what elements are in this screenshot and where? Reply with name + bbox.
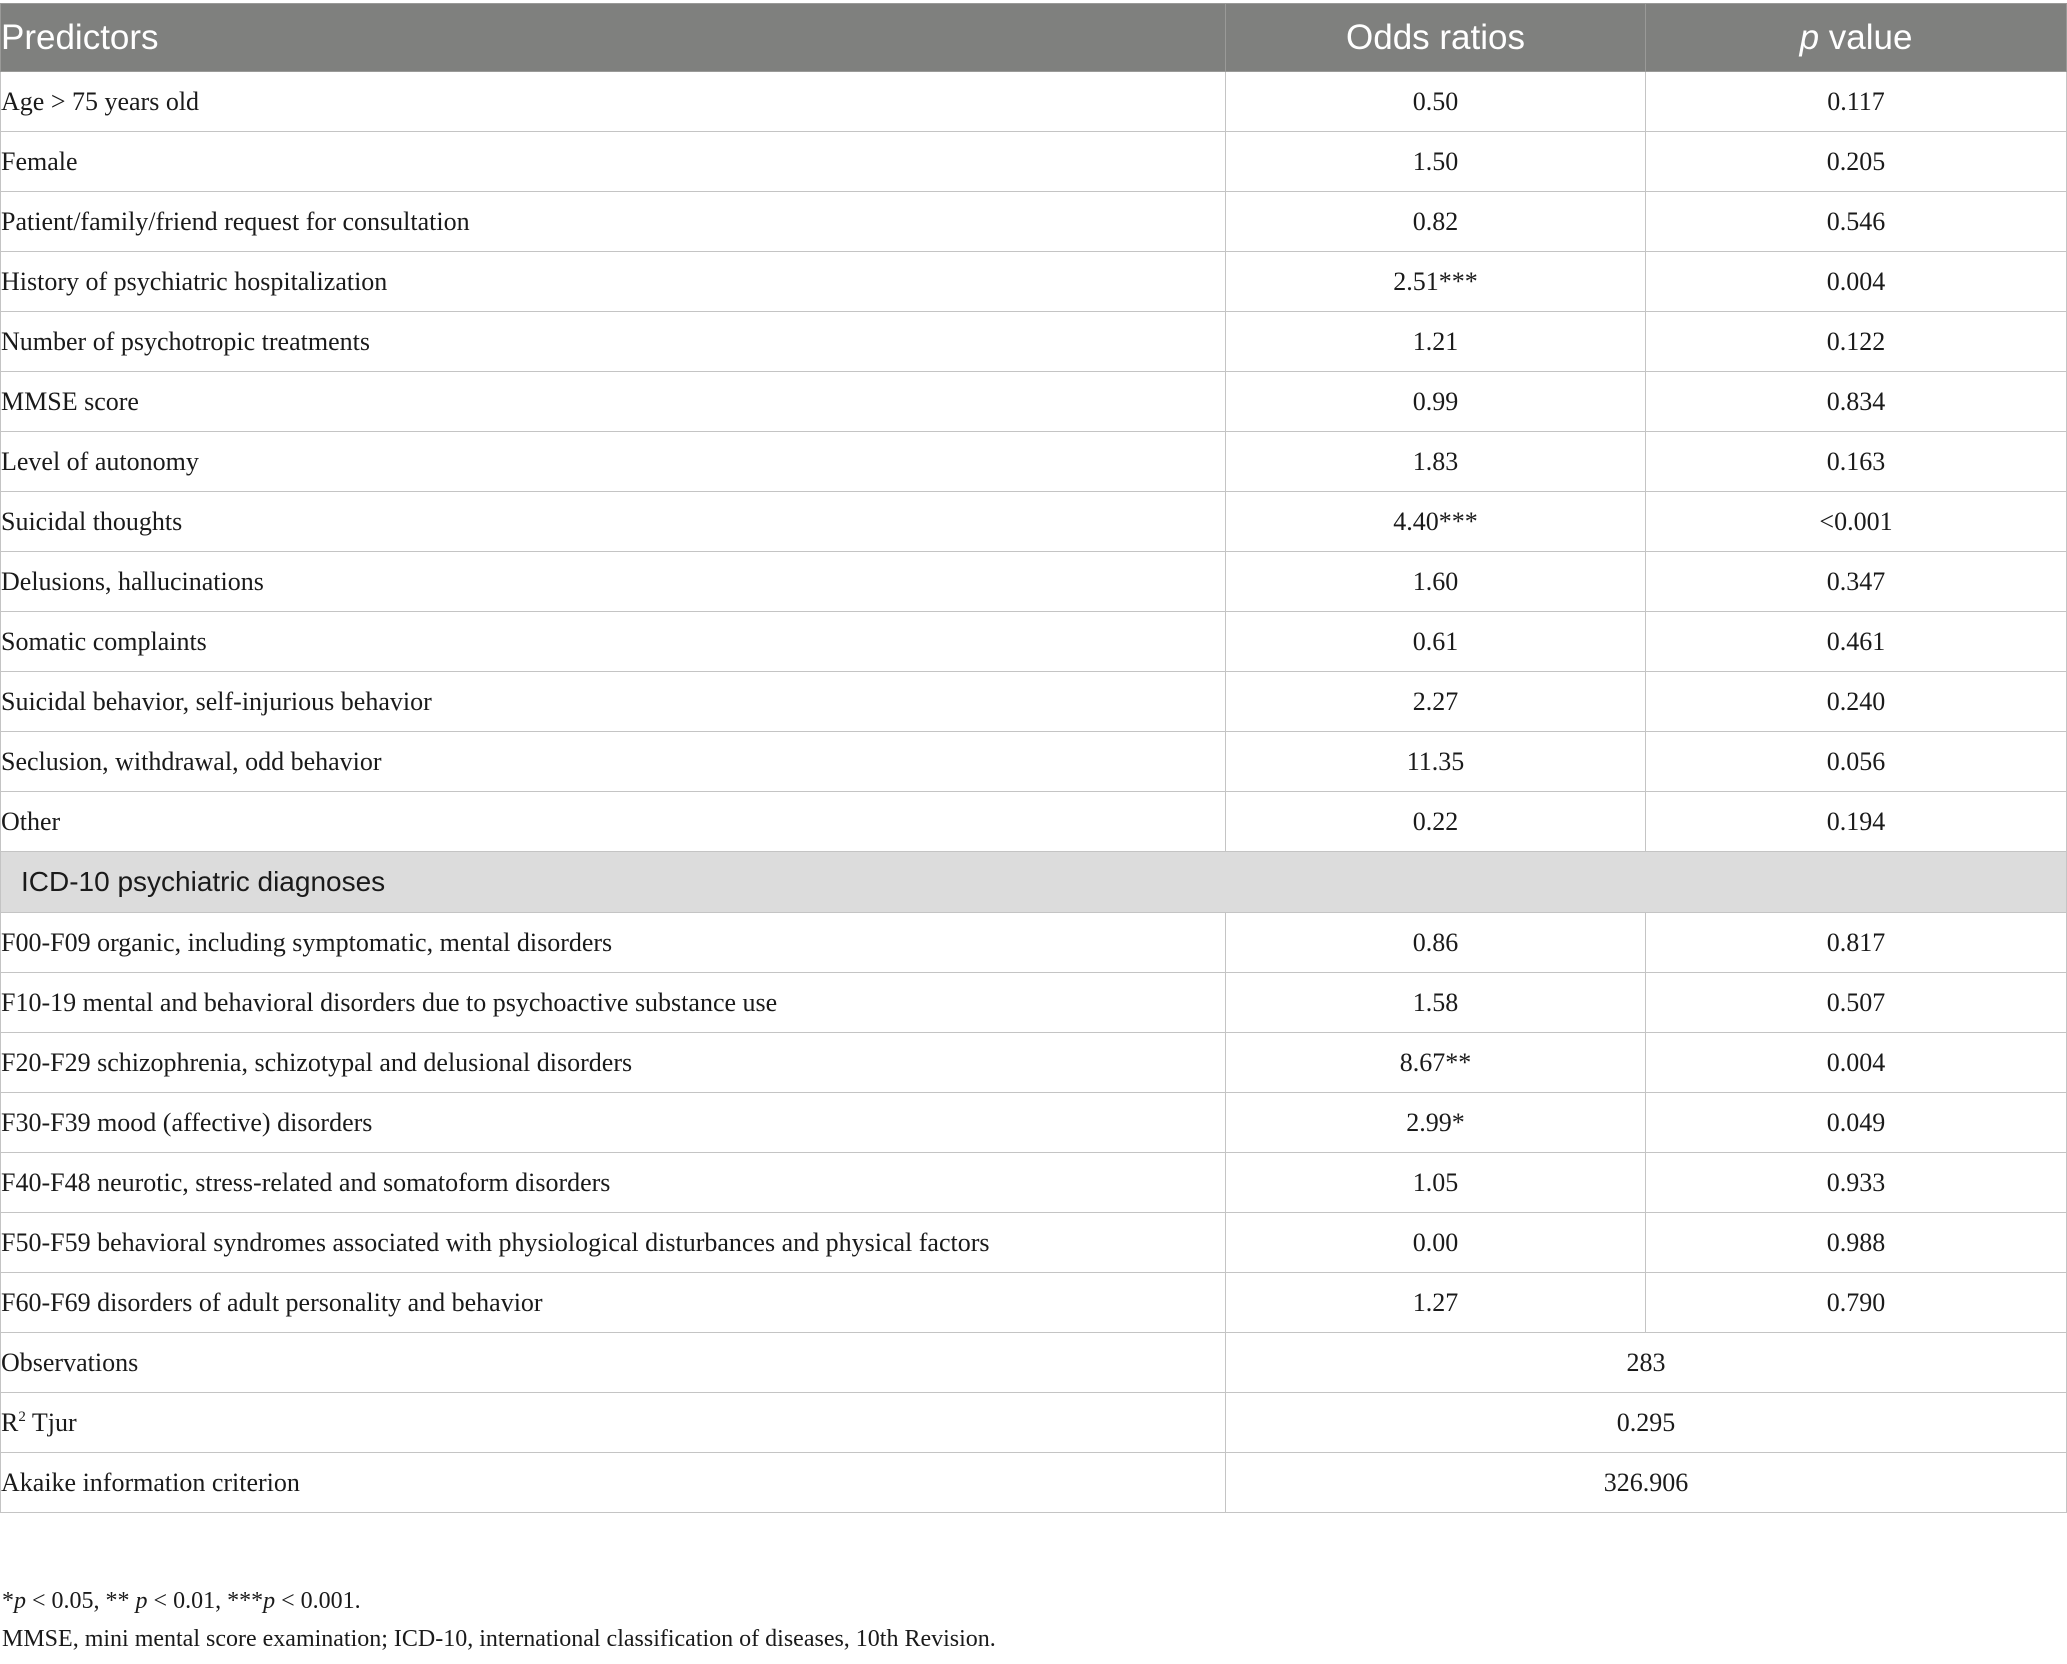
p-value-cell: 0.240	[1646, 672, 2067, 732]
p-value-cell: 0.790	[1646, 1273, 2067, 1333]
header-row	[1, 4, 2067, 72]
p-value-cell: 0.834	[1646, 372, 2067, 432]
p-value-cell: 0.194	[1646, 792, 2067, 852]
odds-ratio-cell: 0.99	[1226, 372, 1646, 432]
p-value-cell: 0.163	[1646, 432, 2067, 492]
predictor-label: Patient/family/friend request for consultation	[1, 192, 1226, 252]
results-table	[0, 3, 2067, 1513]
p-value-cell: 0.117	[1646, 72, 2067, 132]
p-value-cell: 0.507	[1646, 973, 2067, 1033]
odds-ratio-cell: 1.05	[1226, 1153, 1646, 1213]
odds-ratio-cell: 11.35	[1226, 732, 1646, 792]
stats-row-aic	[1, 1453, 2067, 1513]
section-header-row	[1, 852, 2067, 913]
p-value-cell: 0.205	[1646, 132, 2067, 192]
table-row	[1, 132, 2067, 192]
diagnosis-label: F20-F29 schizophrenia, schizotypal and delusional disorders	[1, 1033, 1226, 1093]
p-value-cell: 0.049	[1646, 1093, 2067, 1153]
r2-label-sup: 2	[18, 1408, 26, 1425]
stats-row-observations	[1, 1333, 2067, 1393]
p-value-cell: 0.056	[1646, 732, 2067, 792]
predictor-label: Somatic complaints	[1, 612, 1226, 672]
odds-ratio-cell: 4.40***	[1226, 492, 1646, 552]
p-value-cell: 0.347	[1646, 552, 2067, 612]
table-row	[1, 913, 2067, 973]
diagnosis-label: F30-F39 mood (affective) disorders	[1, 1093, 1226, 1153]
table-row	[1, 252, 2067, 312]
table-row	[1, 672, 2067, 732]
table-row	[1, 72, 2067, 132]
odds-ratio-cell: 1.83	[1226, 432, 1646, 492]
predictor-label: Number of psychotropic treatments	[1, 312, 1226, 372]
odds-ratio-cell: 0.61	[1226, 612, 1646, 672]
odds-ratio-cell: 1.50	[1226, 132, 1646, 192]
table-row	[1, 612, 2067, 672]
odds-ratios-header: Odds ratios	[1226, 4, 1646, 72]
odds-ratio-cell: 0.82	[1226, 192, 1646, 252]
observations-label: Observations	[1, 1333, 1226, 1393]
table-row	[1, 492, 2067, 552]
p-value-cell: 0.461	[1646, 612, 2067, 672]
predictor-label: Suicidal behavior, self-injurious behavior	[1, 672, 1226, 732]
table-row	[1, 1093, 2067, 1153]
footnote-p3: p	[263, 1588, 276, 1614]
footnote-p2: p	[135, 1588, 148, 1614]
predictor-label: Female	[1, 132, 1226, 192]
r2-label-main: R	[1, 1407, 19, 1437]
odds-ratio-cell: 2.51***	[1226, 252, 1646, 312]
table-row	[1, 1153, 2067, 1213]
table-row	[1, 1213, 2067, 1273]
predictor-label: Seclusion, withdrawal, odd behavior	[1, 732, 1226, 792]
footnote-t3: < 0.001.	[275, 1588, 361, 1614]
footnote-t2: < 0.01, ***	[147, 1588, 264, 1614]
predictor-label: Other	[1, 792, 1226, 852]
p-value-cell: 0.004	[1646, 1033, 2067, 1093]
table-row	[1, 1033, 2067, 1093]
predictor-label: MMSE score	[1, 372, 1226, 432]
aic-value: 326.906	[1226, 1453, 2067, 1513]
table-row	[1, 732, 2067, 792]
predictors-header: Predictors	[1, 4, 1226, 72]
aic-label: Akaike information criterion	[1, 1453, 1226, 1513]
table-row	[1, 1273, 2067, 1333]
table-row	[1, 792, 2067, 852]
odds-ratio-cell: 1.58	[1226, 973, 1646, 1033]
p-value-header	[1646, 4, 2067, 72]
p-value-rest: value	[1819, 17, 1913, 57]
diagnosis-label: F60-F69 disorders of adult personality and behavior	[1, 1273, 1226, 1333]
observations-value: 283	[1226, 1333, 2067, 1393]
r2-label	[1, 1393, 1226, 1453]
p-italic: p	[1799, 17, 1820, 57]
footnote-significance	[2, 1588, 361, 1615]
table-row	[1, 973, 2067, 1033]
odds-ratio-cell: 1.60	[1226, 552, 1646, 612]
predictor-label: Age > 75 years old	[1, 72, 1226, 132]
footnote-star: *	[2, 1588, 14, 1614]
odds-ratio-cell: 0.50	[1226, 72, 1646, 132]
footnote-p1: p	[14, 1588, 26, 1614]
p-value-cell: 0.004	[1646, 252, 2067, 312]
diagnosis-label: F00-F09 organic, including symptomatic, mental disorders	[1, 913, 1226, 973]
odds-ratio-cell: 0.86	[1226, 913, 1646, 973]
r2-value: 0.295	[1226, 1393, 2067, 1453]
p-value-cell: 0.122	[1646, 312, 2067, 372]
predictor-label: Level of autonomy	[1, 432, 1226, 492]
table-row	[1, 372, 2067, 432]
p-value-cell: <0.001	[1646, 492, 2067, 552]
odds-ratio-cell: 1.21	[1226, 312, 1646, 372]
predictor-label: Suicidal thoughts	[1, 492, 1226, 552]
odds-ratio-cell: 0.22	[1226, 792, 1646, 852]
table-row	[1, 192, 2067, 252]
predictor-label: History of psychiatric hospitalization	[1, 252, 1226, 312]
p-value-cell: 0.933	[1646, 1153, 2067, 1213]
odds-ratio-cell: 8.67**	[1226, 1033, 1646, 1093]
diagnosis-label: F40-F48 neurotic, stress-related and somatoform disorders	[1, 1153, 1226, 1213]
p-value-cell: 0.988	[1646, 1213, 2067, 1273]
table-row	[1, 312, 2067, 372]
p-value-cell: 0.546	[1646, 192, 2067, 252]
footnote-abbreviations: MMSE, mini mental score examination; ICD-10, international classification of diseases, 10th Revision.	[2, 1626, 996, 1652]
table-row	[1, 552, 2067, 612]
diagnosis-label: F50-F59 behavioral syndromes associated with physiological disturbances and physical factors	[1, 1213, 1226, 1273]
footnote-t1: < 0.05, **	[26, 1588, 136, 1614]
diagnosis-label: F10-19 mental and behavioral disorders due to psychoactive substance use	[1, 973, 1226, 1033]
odds-ratio-cell: 1.27	[1226, 1273, 1646, 1333]
odds-ratio-cell: 2.99*	[1226, 1093, 1646, 1153]
predictor-label: Delusions, hallucinations	[1, 552, 1226, 612]
stats-row-r2	[1, 1393, 2067, 1453]
r2-label-rest: Tjur	[25, 1407, 77, 1437]
odds-ratio-cell: 0.00	[1226, 1213, 1646, 1273]
table-row	[1, 432, 2067, 492]
p-value-cell: 0.817	[1646, 913, 2067, 973]
odds-ratio-cell: 2.27	[1226, 672, 1646, 732]
section-title: ICD-10 psychiatric diagnoses	[1, 852, 2067, 913]
